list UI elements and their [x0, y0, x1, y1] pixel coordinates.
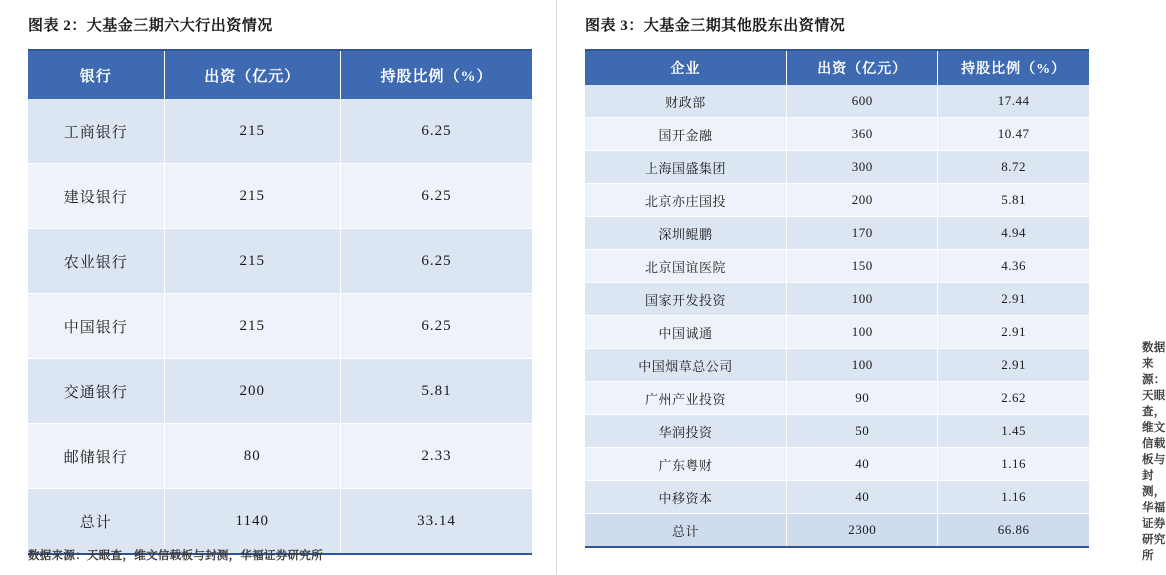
cell-company: 深圳鲲鹏 [585, 217, 787, 250]
table-row [585, 151, 1089, 184]
cell-share: 2.91 [938, 283, 1089, 316]
cell-share: 2.91 [938, 316, 1089, 349]
cell-company: 北京亦庄国投 [585, 184, 787, 217]
table-total-row [585, 514, 1089, 548]
table-row [585, 250, 1089, 283]
cell-contribution: 215 [164, 99, 340, 164]
cell-company: 总计 [585, 514, 787, 548]
table-row [28, 294, 532, 359]
column-header-contribution: 出资（亿元） [787, 50, 938, 85]
table-row [585, 118, 1089, 151]
cell-company: 上海国盛集团 [585, 151, 787, 184]
cell-contribution: 40 [787, 481, 938, 514]
column-header-company: 企业 [585, 50, 787, 85]
cell-contribution: 40 [787, 448, 938, 481]
cell-share: 5.81 [340, 359, 532, 424]
exhibit-3-panel [557, 0, 1166, 575]
cell-contribution: 1140 [164, 489, 340, 555]
cell-company: 中国诚通 [585, 316, 787, 349]
table-row [28, 99, 532, 164]
cell-company: 广州产业投资 [585, 382, 787, 415]
cell-share: 10.47 [938, 118, 1089, 151]
cell-contribution: 50 [787, 415, 938, 448]
cell-bank: 中国银行 [28, 294, 164, 359]
cell-contribution: 170 [787, 217, 938, 250]
column-header-contribution: 出资（亿元） [164, 50, 340, 99]
exhibit-3-caption: 图表 3：大基金三期其他股东出资情况 [585, 18, 846, 34]
cell-company: 华润投资 [585, 415, 787, 448]
table-row [585, 349, 1089, 382]
exhibit-3-source: 数据来源：天眼查，维文信载板与封测，华福证券研究所 [1142, 342, 1166, 562]
cell-share: 6.25 [340, 294, 532, 359]
cell-share: 2.91 [938, 349, 1089, 382]
cell-contribution: 100 [787, 349, 938, 382]
cell-contribution: 90 [787, 382, 938, 415]
cell-company: 国开金融 [585, 118, 787, 151]
exhibit-2-table [28, 49, 532, 555]
table-row [28, 164, 532, 229]
cell-company: 广东粤财 [585, 448, 787, 481]
table-row [585, 481, 1089, 514]
cell-contribution: 215 [164, 294, 340, 359]
exhibit-2-source: 数据来源：天眼查，维文信载板与封测，华福证券研究所 [28, 550, 323, 562]
cell-company: 财政部 [585, 85, 787, 118]
cell-share: 4.36 [938, 250, 1089, 283]
cell-contribution: 200 [787, 184, 938, 217]
cell-contribution: 200 [164, 359, 340, 424]
cell-bank: 邮储银行 [28, 424, 164, 489]
table-row [585, 217, 1089, 250]
table-row [28, 424, 532, 489]
cell-share: 5.81 [938, 184, 1089, 217]
cell-share: 2.33 [340, 424, 532, 489]
cell-bank: 工商银行 [28, 99, 164, 164]
cell-company: 国家开发投资 [585, 283, 787, 316]
table-row [28, 229, 532, 294]
table-header-row [28, 50, 532, 99]
cell-share: 1.16 [938, 448, 1089, 481]
cell-bank: 交通银行 [28, 359, 164, 424]
table-total-row [28, 489, 532, 555]
column-header-share: 持股比例（%） [340, 50, 532, 99]
cell-share: 1.16 [938, 481, 1089, 514]
table-row [585, 283, 1089, 316]
cell-share: 6.25 [340, 99, 532, 164]
cell-share: 1.45 [938, 415, 1089, 448]
cell-contribution: 100 [787, 283, 938, 316]
cell-share: 66.86 [938, 514, 1089, 548]
cell-contribution: 100 [787, 316, 938, 349]
table-header-row [585, 50, 1089, 85]
column-header-share: 持股比例（%） [938, 50, 1089, 85]
cell-share: 8.72 [938, 151, 1089, 184]
table-row [585, 382, 1089, 415]
cell-contribution: 2300 [787, 514, 938, 548]
cell-share: 17.44 [938, 85, 1089, 118]
cell-share: 6.25 [340, 164, 532, 229]
cell-share: 33.14 [340, 489, 532, 555]
table-row [585, 85, 1089, 118]
column-header-bank: 银行 [28, 50, 164, 99]
cell-share: 2.62 [938, 382, 1089, 415]
table-row [585, 316, 1089, 349]
cell-company: 北京国谊医院 [585, 250, 787, 283]
exhibit-3-table [585, 49, 1089, 548]
cell-contribution: 300 [787, 151, 938, 184]
exhibit-2-panel [0, 0, 556, 575]
cell-bank: 建设银行 [28, 164, 164, 229]
cell-company: 中移资本 [585, 481, 787, 514]
table-row [28, 359, 532, 424]
exhibit-2-caption: 图表 2：大基金三期六大行出资情况 [28, 18, 273, 34]
table-row [585, 415, 1089, 448]
cell-bank: 总计 [28, 489, 164, 555]
cell-bank: 农业银行 [28, 229, 164, 294]
cell-contribution: 360 [787, 118, 938, 151]
cell-contribution: 600 [787, 85, 938, 118]
cell-contribution: 80 [164, 424, 340, 489]
table-row [585, 184, 1089, 217]
cell-contribution: 215 [164, 164, 340, 229]
cell-contribution: 150 [787, 250, 938, 283]
table-row [585, 448, 1089, 481]
cell-contribution: 215 [164, 229, 340, 294]
cell-share: 4.94 [938, 217, 1089, 250]
cell-company: 中国烟草总公司 [585, 349, 787, 382]
cell-share: 6.25 [340, 229, 532, 294]
